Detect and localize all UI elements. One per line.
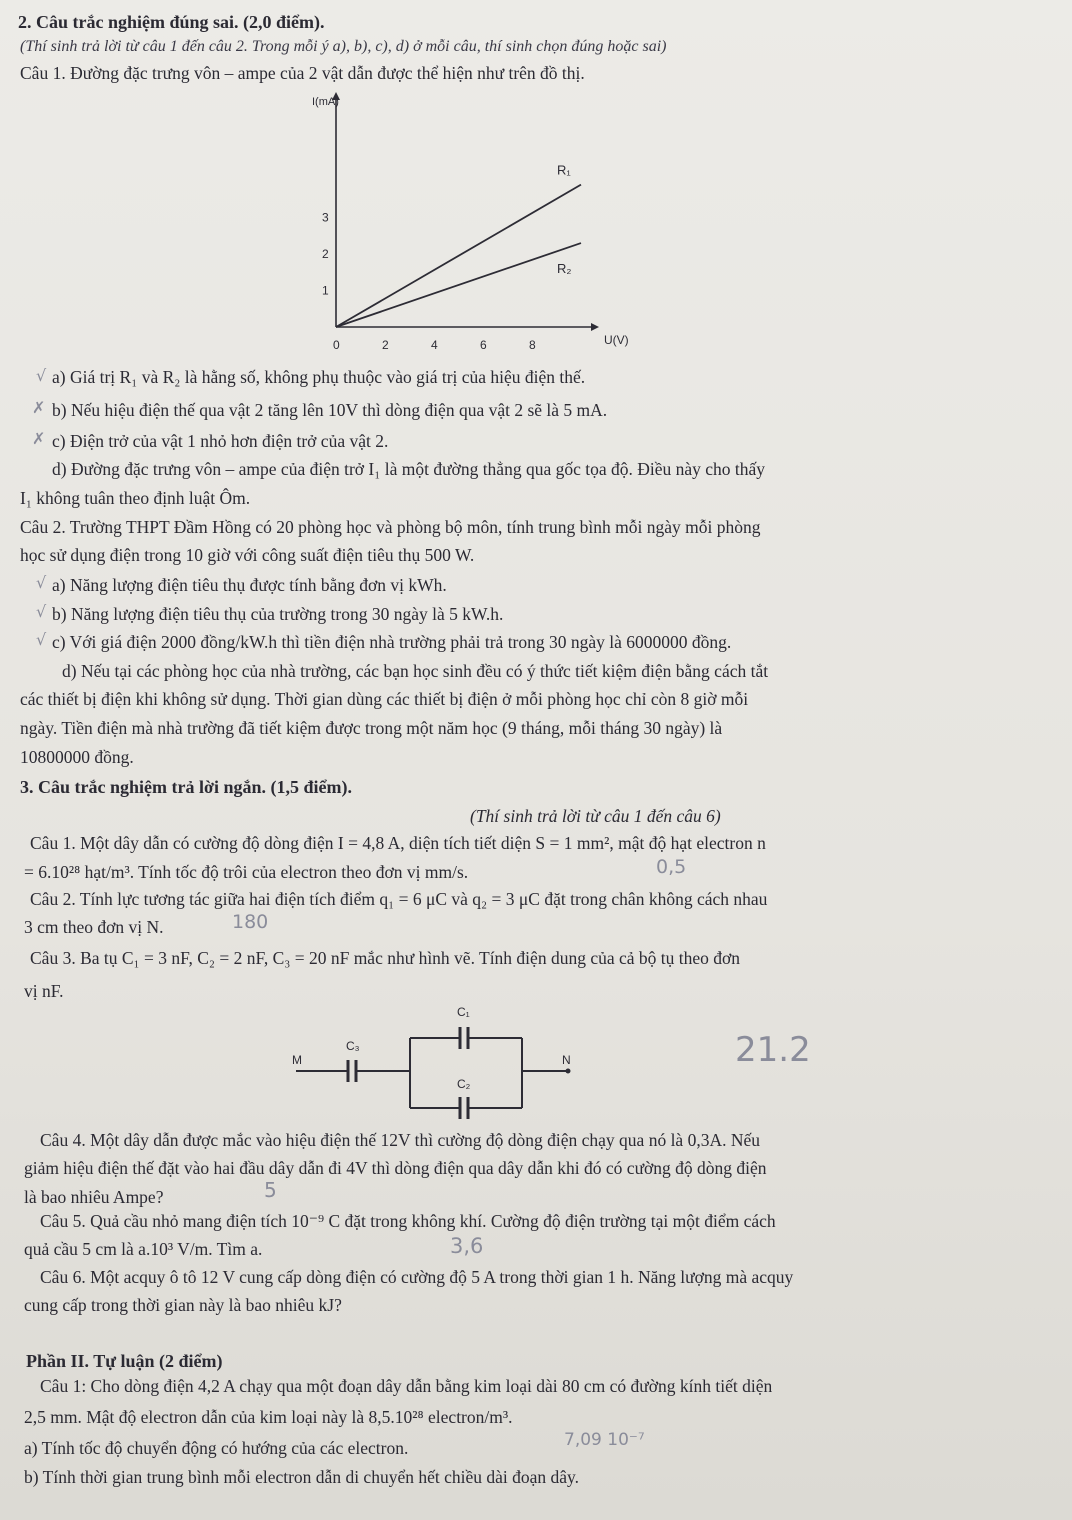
- s3-q5-cont: quả cầu 5 cm là a.10³ V/m. Tìm a.: [24, 1239, 263, 1259]
- x-axis-label: U(V): [604, 333, 629, 347]
- section-2-title: 2. Câu trắc nghiệm đúng sai. (2,0 điểm).: [18, 12, 325, 32]
- x-axis-arrow: [591, 323, 599, 331]
- cross-mark: ✗: [32, 429, 46, 448]
- tick-mark: √: [36, 602, 47, 621]
- s2-q2-c: c) Với giá điện 2000 đồng/kW.h thì tiền điện nhà trường phải trả trong 30 ngày là 6000000 đồng.: [52, 632, 732, 652]
- s3-q5: Câu 5. Quả cầu nhỏ mang điện tích 10⁻⁹ C đặt trong không khí. Cường độ điện trường tại một điểm cách: [40, 1211, 776, 1231]
- s2-q2-d: d) Nếu tại các phòng học của nhà trường, các bạn học sinh đều có ý thức tiết kiệm điện bằng cách tắt: [62, 661, 769, 681]
- s3-q4-cont1: giảm hiệu điện thế đặt vào hai đầu dây dẫn đi 4V thì dòng điện qua dây dẫn khi đó có cường độ dòng điện: [24, 1158, 767, 1178]
- p2-q1-a: a) Tính tốc độ chuyển động có hướng của các electron.: [24, 1438, 409, 1458]
- c1-label: C₁: [457, 1005, 470, 1019]
- s2-q2-stem: Câu 2. Trường THPT Đầm Hồng có 20 phòng học và phòng bộ môn, tính trung bình mỗi ngày mỗi phòng: [20, 517, 761, 537]
- s2-q1-b: b) Nếu hiệu điện thế qua vật 2 tăng lên 10V thì dòng điện qua vật 2 sẽ là 5 mA.: [52, 400, 608, 420]
- tick-mark: √: [36, 366, 47, 385]
- handwritten-answer: 7,09 10⁻⁷: [564, 1430, 645, 1450]
- s2-q1-a: a) Giá trị R₁ và R₂ là hằng số, không phụ thuộc vào giá trị của hiệu điện thế.: [52, 367, 586, 387]
- c3-label: C₃: [346, 1039, 360, 1053]
- s3-q6: Câu 6. Một acquy ô tô 12 V cung cấp dòng điện có cường độ 5 A trong thời gian 1 h. Năng lượng mà acquy: [40, 1267, 794, 1287]
- s3-q4-cont2: là bao nhiêu Ampe?: [24, 1187, 164, 1207]
- s3-q1-cont: = 6.10²⁸ hạt/m³. Tính tốc độ trôi của electron theo đơn vị mm/s.: [24, 862, 469, 882]
- section-3-title: 3. Câu trắc nghiệm trả lời ngắn. (1,5 điểm).: [20, 777, 352, 797]
- s2-q2-d-cont3: 10800000 đồng.: [20, 747, 134, 767]
- s3-q3: Câu 3. Ba tụ C₁ = 3 nF, C₂ = 2 nF, C₃ = 20 nF mắc như hình vẽ. Tính điện dung của cả bộ tụ theo đơn: [30, 948, 741, 968]
- handwritten-answer: 0,5: [656, 856, 687, 878]
- x-tick-label: 2: [382, 338, 389, 352]
- y-tick-label: 1: [322, 283, 329, 298]
- capacitor-circuit: [280, 998, 600, 1128]
- s2-q2-b: b) Năng lượng điện tiêu thụ của trường trong 30 ngày là 5 kW.h.: [52, 604, 504, 624]
- handwritten-answer: 5: [264, 1178, 277, 1202]
- s2-q2-d-cont1: các thiết bị điện khi không sử dụng. Thời gian dùng các thiết bị điện ở mỗi phòng học chỉ còn 8 giờ mỗi: [20, 689, 749, 709]
- handwritten-answer: 3,6: [450, 1234, 484, 1258]
- s3-q6-cont: cung cấp trong thời gian này là bao nhiêu kJ?: [24, 1295, 342, 1315]
- x-tick-label: 4: [431, 338, 438, 352]
- tick-mark: √: [36, 630, 47, 649]
- p2-q1-cont: 2,5 mm. Mật độ electron dẫn của kim loại này là 8,5.10²⁸ electron/m³.: [24, 1407, 513, 1427]
- s2-q1-c: c) Điện trở của vật 1 nhỏ hơn điện trở của vật 2.: [52, 431, 389, 451]
- p2-q1: Câu 1: Cho dòng điện 4,2 A chạy qua một đoạn dây dẫn bằng kim loại dài 80 cm có đường kính tiết diện: [40, 1376, 773, 1396]
- section-3-instruction: (Thí sinh trả lời từ câu 1 đến câu 6): [470, 806, 721, 826]
- x-tick-label: 8: [529, 338, 536, 352]
- series-label-2: R₂: [557, 261, 572, 277]
- section-2-instruction: (Thí sinh trả lời từ câu 1 đến câu 2. Trong mỗi ý a), b), c), d) ở mỗi câu, thí sinh chọn đúng hoặc sai): [20, 38, 667, 55]
- s3-q1: Câu 1. Một dây dẫn có cường độ dòng điện I = 4,8 A, diện tích tiết diện S = 1 mm², mật độ hạt electron n: [30, 833, 766, 853]
- node-n-dot: [566, 1069, 571, 1074]
- handwritten-answer: 180: [232, 911, 269, 933]
- x-tick-label: 6: [480, 338, 487, 352]
- s3-q3-cont: vị nF.: [24, 981, 64, 1001]
- part-2-title: Phần II. Tự luận (2 điểm): [26, 1351, 223, 1371]
- s2-q1-d: d) Đường đặc trưng vôn – ampe của điện trở I₁ là một đường thẳng qua gốc tọa độ. Điều này cho thấy: [52, 459, 766, 479]
- s2-q2-stem-cont: học sử dụng điện trong 10 giờ với công suất điện tiêu thụ 500 W.: [20, 545, 475, 565]
- handwritten-answer: 21.2: [735, 1030, 811, 1070]
- iv-chart: [300, 90, 640, 365]
- s2-q2-d-cont2: ngày. Tiền điện mà nhà trường đã tiết kiệm được trong một năm học (9 tháng, mỗi tháng 30 ngày) là: [20, 718, 723, 738]
- s3-q2-cont: 3 cm theo đơn vị N.: [24, 917, 164, 937]
- series-label-1: R₁: [557, 162, 571, 178]
- p2-q1-b: b) Tính thời gian trung bình mỗi electron dẫn di chuyển hết chiều dài đoạn dây.: [24, 1467, 580, 1487]
- y-tick-label: 2: [322, 247, 329, 261]
- s3-q2: Câu 2. Tính lực tương tác giữa hai điện tích điểm q₁ = 6 μC và q₂ = 3 μC đặt trong chân không cách nhau: [30, 889, 768, 909]
- node-m-label: M: [292, 1053, 302, 1067]
- s2-q1-stem: Câu 1. Đường đặc trưng vôn – ampe của 2 vật dẫn được thể hiện như trên đồ thị.: [20, 63, 585, 83]
- x-tick-label: 0: [333, 338, 340, 352]
- node-n-label: N: [562, 1053, 571, 1067]
- c2-label: C₂: [457, 1077, 471, 1091]
- y-tick-label: 3: [322, 210, 329, 225]
- tick-mark: √: [36, 573, 47, 592]
- cross-mark: ✗: [32, 398, 46, 417]
- s3-q4: Câu 4. Một dây dẫn được mắc vào hiệu điện thế 12V thì cường độ dòng điện chạy qua nó là 0,3A. Nếu: [40, 1130, 760, 1150]
- y-axis-label: I(mA): [312, 96, 339, 108]
- s2-q1-d-cont: I₁ không tuân theo định luật Ôm.: [20, 488, 251, 508]
- s2-q2-a: a) Năng lượng điện tiêu thụ được tính bằng đơn vị kWh.: [52, 575, 447, 595]
